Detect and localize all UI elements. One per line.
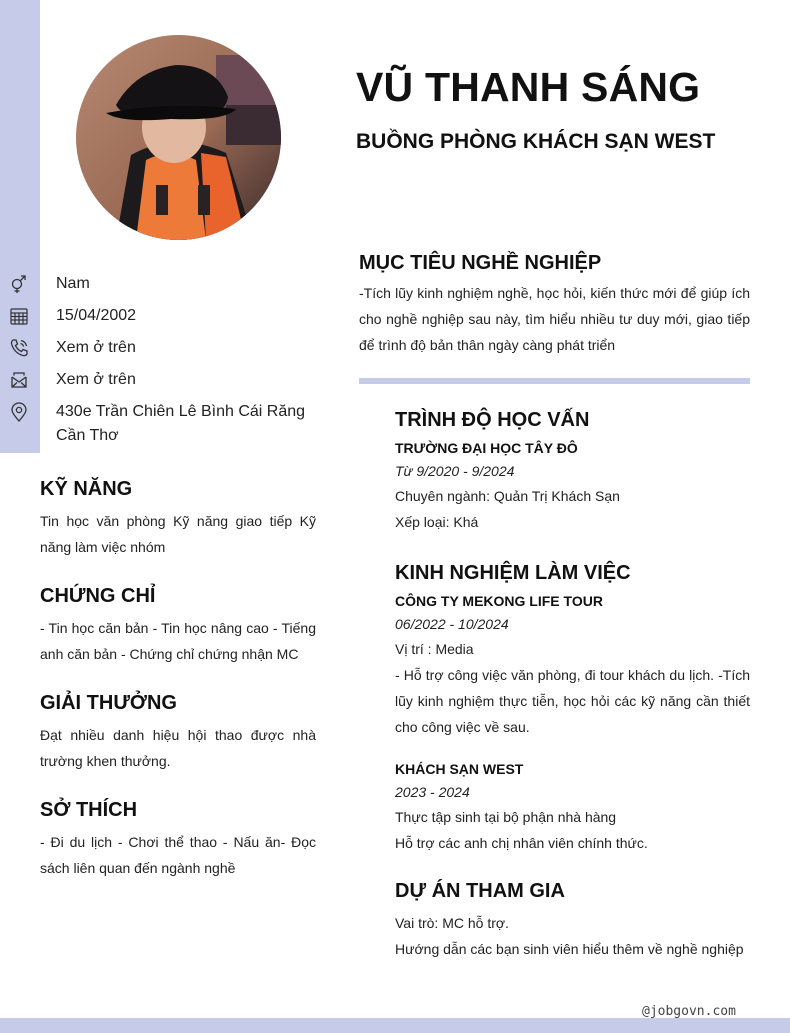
gender-icon (9, 274, 29, 294)
location-pin-icon (9, 402, 29, 422)
education-period: Từ 9/2020 - 9/2024 (395, 463, 515, 479)
skills-section (40, 476, 316, 560)
contact-list (0, 270, 330, 446)
experience-line: Thực tập sinh tại bộ phận nhà hàng (395, 809, 617, 825)
objective-text: -Tích lũy kinh nghiệm nghề, học hỏi, kiến thức mới để giúp ích cho nghề nghiệp sau này, tìm hiểu nhiều tư duy mới, giao tiếp để trình độ bản thân ngày càng phát triển (359, 285, 750, 353)
phone-icon (9, 338, 29, 358)
mail-icon (9, 370, 29, 390)
contact-address (0, 398, 330, 446)
experience-line: Vị trí : Media (395, 641, 474, 657)
projects-section (395, 878, 750, 962)
experience-period: 06/2022 - 10/2024 (395, 616, 509, 632)
contact-birthday-value: 15/04/2002 (56, 307, 137, 324)
certificates-section (40, 583, 316, 667)
candidate-name: VŨ THANH SÁNG (356, 64, 701, 110)
experience-title: KINH NGHIỆM LÀM VIỆC (395, 562, 631, 584)
experience-period: 2023 - 2024 (395, 784, 470, 800)
awards-text: Đạt nhiều danh hiệu hội thao được nhà trường khen thưởng. (40, 727, 316, 769)
avatar (76, 35, 281, 240)
projects-line: Vai trò: MC hỗ trợ. (395, 915, 509, 931)
certificates-title: CHỨNG CHỈ (40, 585, 156, 607)
experience-line: Hỗ trợ các anh chị nhân viên chính thức. (395, 835, 648, 851)
contact-email (0, 366, 330, 398)
hobbies-text: - Đi du lịch - Chơi thể thao - Nấu ăn- Đọc sách liên quan đến ngành nghề (40, 834, 316, 876)
experience-company: KHÁCH SẠN WEST (395, 761, 524, 777)
certificates-text: - Tin học căn bản - Tin học nâng cao - Tiếng anh căn bản - Chứng chỉ chứng nhận MC (40, 620, 316, 662)
section-divider (359, 378, 750, 384)
watermark: @jobgovn.com (642, 1004, 736, 1019)
contact-gender (0, 270, 330, 302)
education-title: TRÌNH ĐỘ HỌC VẤN (395, 409, 590, 431)
calendar-icon (9, 306, 29, 326)
projects-title: DỰ ÁN THAM GIA (395, 880, 565, 902)
contact-birthday (0, 302, 330, 334)
projects-line: Hướng dẫn các bạn sinh viên hiểu thêm về nghề nghiệp (395, 941, 744, 957)
profile-photo (76, 35, 281, 240)
education-school: TRƯỜNG ĐẠI HỌC TÂY ĐÔ (395, 440, 578, 456)
contact-address-value: 430e Trần Chiên Lê Bình Cái Răng Cần Thơ (56, 403, 306, 444)
contact-phone (0, 334, 330, 366)
job-title: BUỒNG PHÒNG KHÁCH SẠN WEST (356, 130, 716, 153)
contact-gender-value: Nam (56, 275, 90, 292)
awards-title: GIẢI THƯỞNG (40, 692, 177, 714)
skills-text: Tin học văn phòng Kỹ năng giao tiếp Kỹ năng làm việc nhóm (40, 513, 316, 555)
contact-email-value: Xem ở trên (56, 371, 136, 388)
experience-line: - Hỗ trợ công việc văn phòng, đi tour khách du lịch. -Tích lũy kinh nghiệm thực tiễn, học hỏi các kỹ năng cần thiết cho công việc về sau. (395, 667, 750, 735)
education-section (395, 407, 750, 535)
awards-section (40, 690, 316, 774)
contact-phone-value: Xem ở trên (56, 339, 136, 356)
experience-item (395, 758, 750, 856)
education-grade: Xếp loại: Khá (395, 514, 479, 530)
objective-title: MỤC TIÊU NGHỀ NGHIỆP (359, 252, 602, 274)
hobbies-section (40, 797, 316, 881)
experience-company: CÔNG TY MEKONG LIFE TOUR (395, 593, 603, 609)
skills-title: KỸ NĂNG (40, 478, 133, 500)
experience-item (395, 590, 750, 740)
bottom-accent-strip (0, 1018, 790, 1033)
education-major: Chuyên ngành: Quản Trị Khách Sạn (395, 488, 620, 504)
experience-section (395, 560, 750, 856)
objective-section (359, 250, 750, 358)
hobbies-title: SỞ THÍCH (40, 799, 138, 821)
